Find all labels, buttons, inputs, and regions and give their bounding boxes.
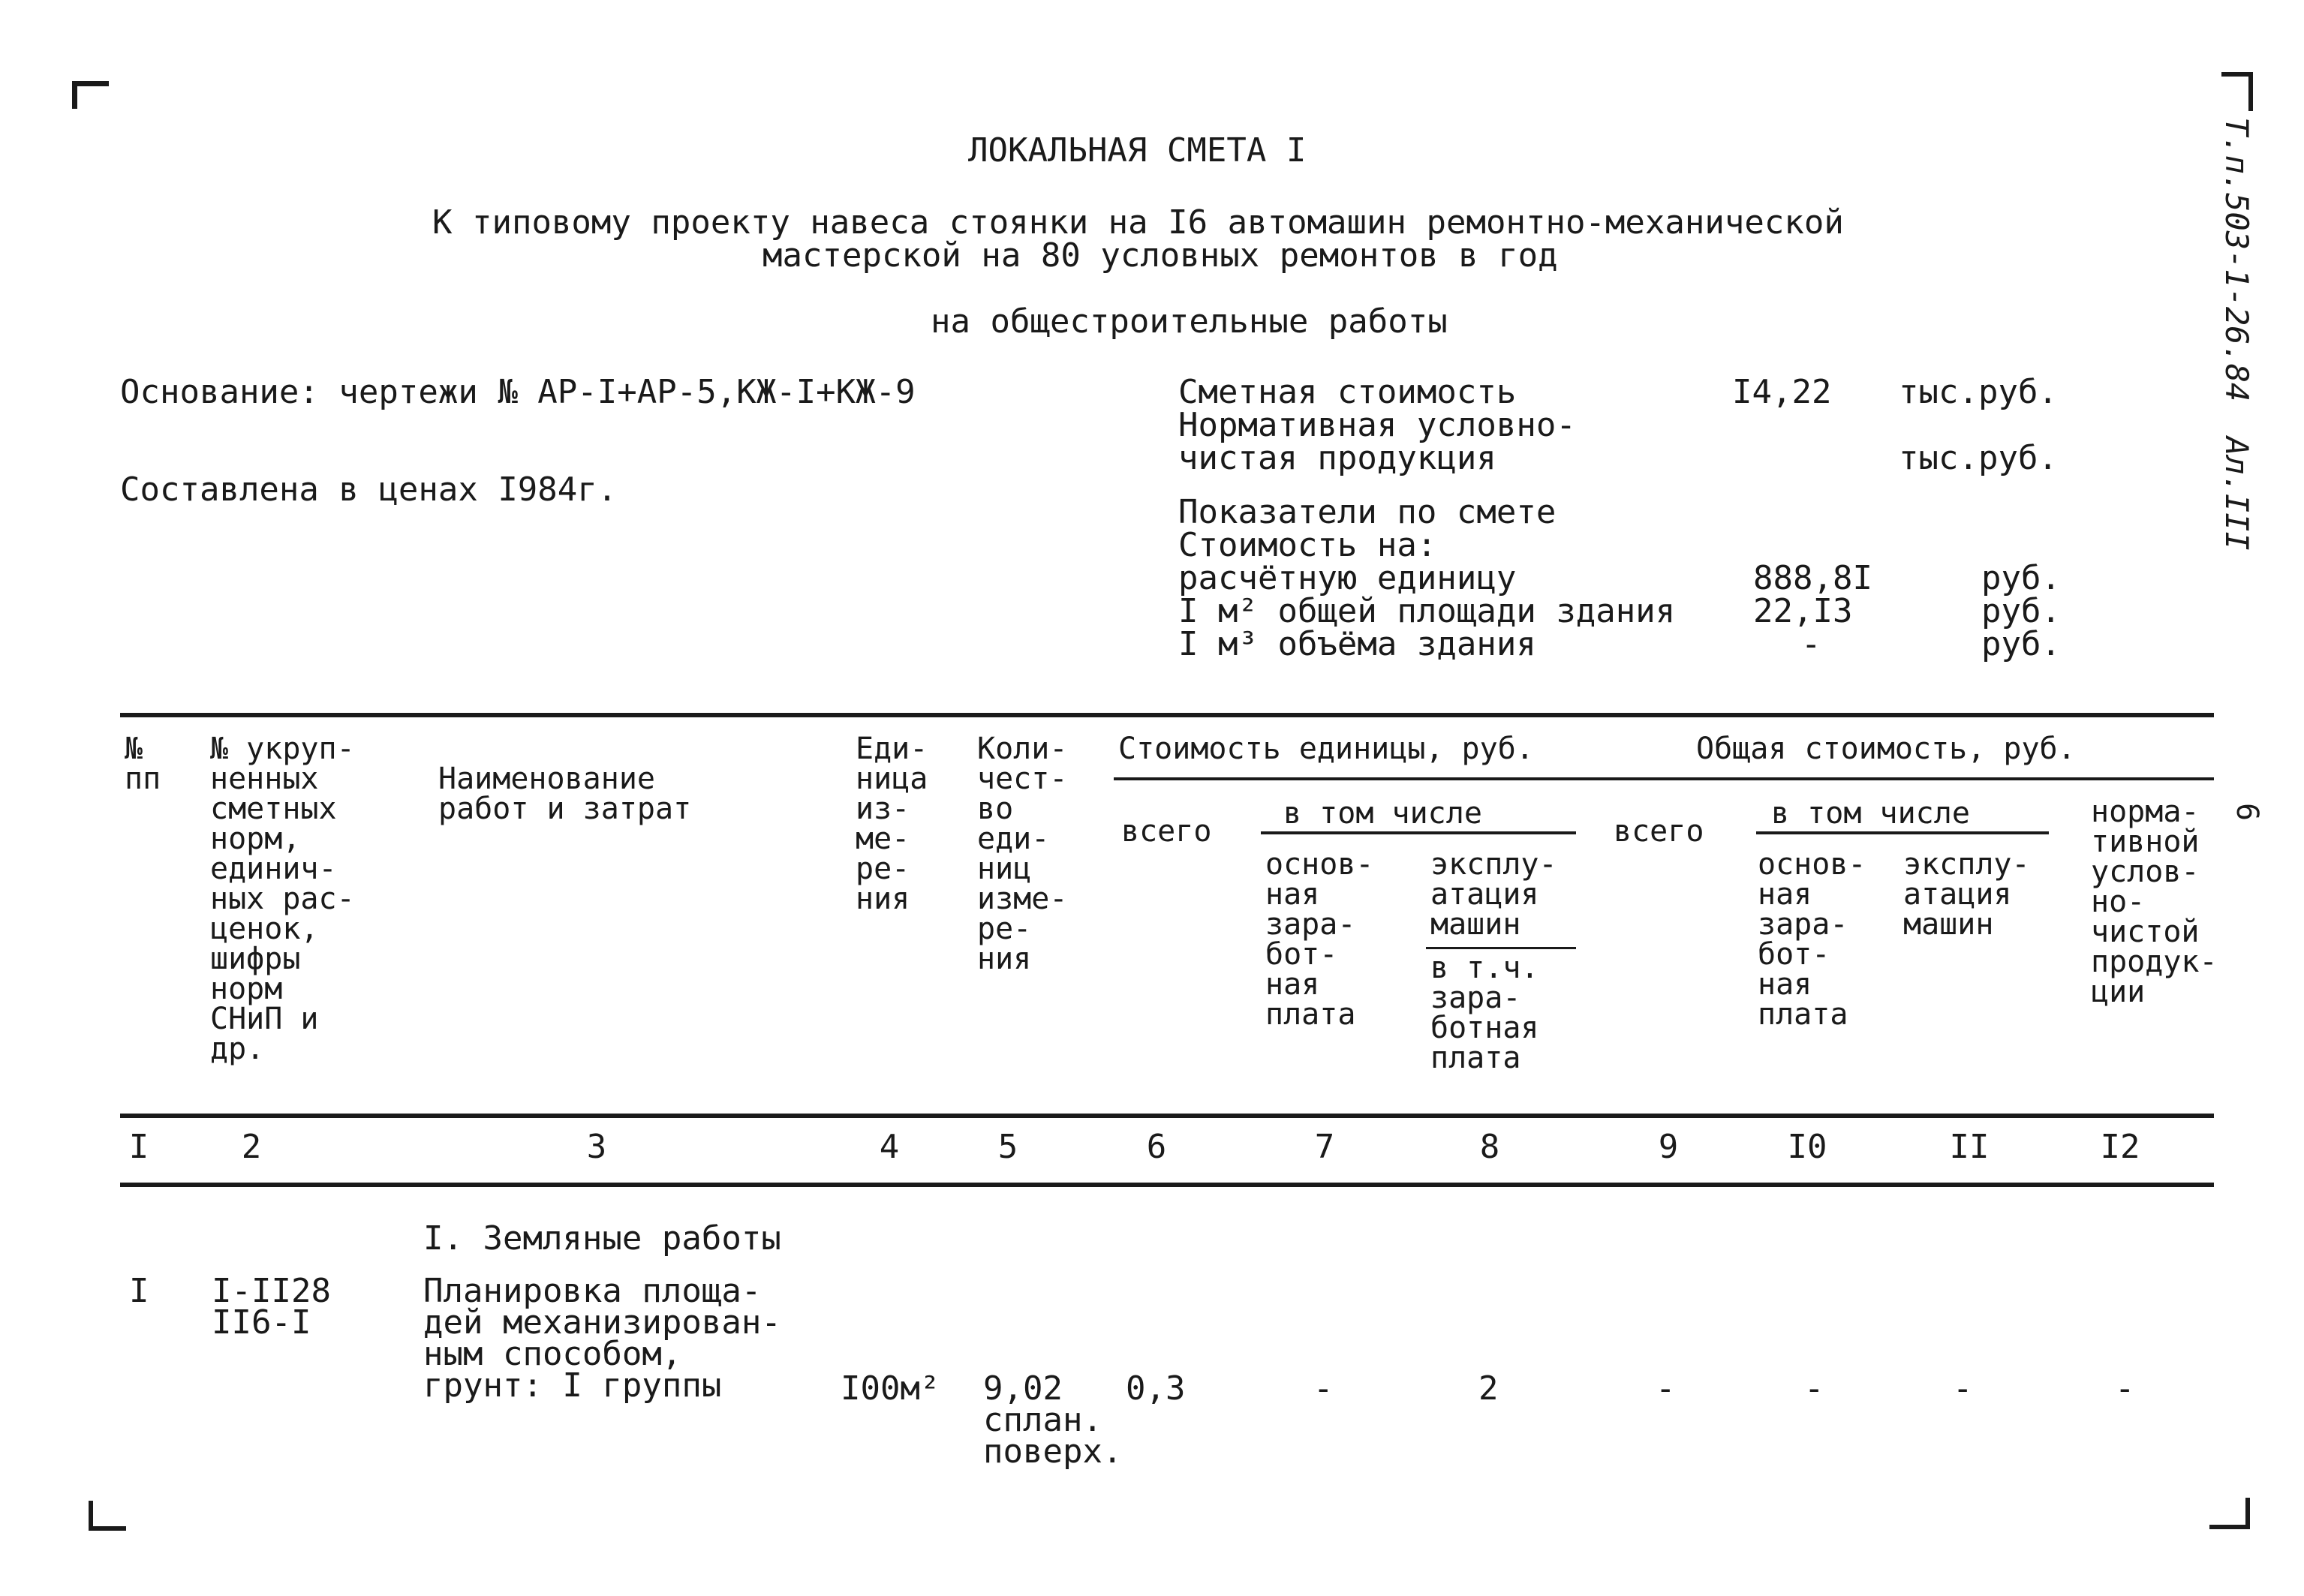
table-top-rule xyxy=(120,713,2214,717)
subtitle-line-3: на общестроительные работы xyxy=(931,302,1448,341)
col-number-12: I2 xyxy=(2100,1128,2140,1166)
per-unit-unit: руб. xyxy=(1981,559,2061,597)
header-col-1: № пп xyxy=(125,732,161,796)
header-bottom-rule xyxy=(120,1114,2214,1118)
col-number-8: 8 xyxy=(1479,1128,1500,1166)
per-m3-label: I м³ объёма здания xyxy=(1178,625,1536,663)
row-total-wage: - xyxy=(1804,1369,1824,1408)
col-number-1: I xyxy=(128,1128,149,1166)
col-number-11: II xyxy=(1949,1128,1990,1166)
column-numbers-rule xyxy=(120,1183,2214,1187)
estimated-cost-value: I4,22 xyxy=(1732,373,1832,411)
corner-mark-top-left xyxy=(72,81,109,109)
cost-header-divider xyxy=(1114,777,2214,780)
subtitle-line-2: мастерской на 80 условных ремонтов в год xyxy=(762,236,1558,275)
margin-mark: 6 xyxy=(2230,802,2265,822)
estimated-cost-label: Сметная стоимость xyxy=(1178,373,1517,411)
corner-mark-bottom-left xyxy=(89,1501,126,1531)
machines-underline xyxy=(1426,947,1576,949)
header-col-6: всего xyxy=(1121,814,1212,849)
page-title: ЛОКАЛЬНАЯ СМЕТА I xyxy=(968,131,1307,170)
header-col-9: всего xyxy=(1614,814,1704,849)
row-total-machines: - xyxy=(1953,1369,1973,1408)
header-total-cost: Общая стоимость, руб. xyxy=(1696,732,2076,766)
subtitle-line-1: К типовому проекту навеса стоянки на I6 автомашин ремонтно-механической xyxy=(432,203,1844,242)
row-unit-cost-total: 0,3 xyxy=(1126,1369,1186,1408)
header-col-12: норма- тивной услов- но- чистой продук- ции xyxy=(2091,795,2218,1009)
normative-product-label-2: чистая продукция xyxy=(1178,439,1496,477)
header-col-4: Еди- ница из- ме- ре- ния xyxy=(856,732,928,916)
side-project-code: Т.п.503-1-26.84 xyxy=(2218,117,2255,402)
section-title: I. Земляные работы xyxy=(423,1219,781,1258)
col-number-9: 9 xyxy=(1658,1128,1679,1166)
row-quantity: 9,02 сплан. поверх. xyxy=(983,1369,1123,1471)
corner-mark-top-right xyxy=(2221,72,2253,111)
header-col-11: эксплу- атация машин xyxy=(1903,847,2030,942)
row-norm-code: I-II28 II6-I xyxy=(212,1272,331,1342)
row-total-cost: - xyxy=(1656,1369,1676,1408)
basis-prices: Составлена в ценах I984г. xyxy=(120,470,618,509)
row-work-name: Планировка площа- дей механизирован- ным способом, грунт: I группы xyxy=(423,1272,781,1405)
header-col-8-machines: эксплу- атация машин xyxy=(1430,847,1557,942)
side-sheet-number: Ал.III xyxy=(2218,437,2255,551)
header-col-5: Коли- чест- во еди- ниц изме- ре- ния xyxy=(977,732,1068,976)
header-col-7: основ- ная зара- бот- ная плата xyxy=(1265,847,1374,1032)
header-col-2: № укруп- ненных сметных норм, единич- ных рас- ценок, шифры норм СНиП и др. xyxy=(210,732,355,1066)
header-col-10: основ- ная зара- бот- ная плата xyxy=(1758,847,1866,1032)
header-incl-b: в том числе xyxy=(1771,796,1970,831)
per-unit-value: 888,8I xyxy=(1753,559,1872,597)
col-number-3: 3 xyxy=(586,1128,607,1166)
row-number: I xyxy=(129,1272,149,1310)
header-unit-cost: Стоимость единицы, руб. xyxy=(1118,732,1534,766)
incl-underline-a xyxy=(1261,831,1576,834)
header-incl-a: в том числе xyxy=(1283,796,1482,831)
col-number-5: 5 xyxy=(997,1128,1018,1166)
normative-product-label-1: Нормативная условно- xyxy=(1178,406,1576,444)
col-number-6: 6 xyxy=(1146,1128,1167,1166)
per-m2-value: 22,I3 xyxy=(1753,592,1853,630)
cost-per-title: Стоимость на: xyxy=(1178,526,1437,564)
per-m3-value: - xyxy=(1801,625,1821,663)
row-unit-wage: - xyxy=(1313,1369,1334,1408)
incl-underline-b xyxy=(1756,831,2049,834)
normative-product-unit: тыс.руб. xyxy=(1899,439,2058,477)
estimated-cost-unit: тыс.руб. xyxy=(1899,373,2058,411)
per-m2-label: I м² общей площади здания xyxy=(1178,592,1676,630)
row-norm-product: - xyxy=(2115,1369,2135,1408)
per-m3-unit: руб. xyxy=(1981,625,2061,663)
col-number-2: 2 xyxy=(241,1128,262,1166)
header-col-3: Наименование работ и затрат xyxy=(438,762,692,826)
col-number-4: 4 xyxy=(879,1128,900,1166)
per-unit-label: расчётную единицу xyxy=(1178,559,1517,597)
corner-mark-bottom-right xyxy=(2209,1498,2250,1529)
indicators-title: Показатели по смете xyxy=(1178,493,1557,531)
row-unit-machines: 2 xyxy=(1478,1369,1499,1408)
col-number-10: I0 xyxy=(1787,1128,1827,1166)
col-number-7: 7 xyxy=(1314,1128,1335,1166)
header-col-8-wage: в т.ч. зара- ботная плата xyxy=(1430,951,1539,1075)
basis-drawings: Основание: чертежи № АР-I+АР-5,КЖ-I+КЖ-9 xyxy=(120,373,916,411)
per-m2-unit: руб. xyxy=(1981,592,2061,630)
row-unit: I00м² xyxy=(841,1369,940,1408)
